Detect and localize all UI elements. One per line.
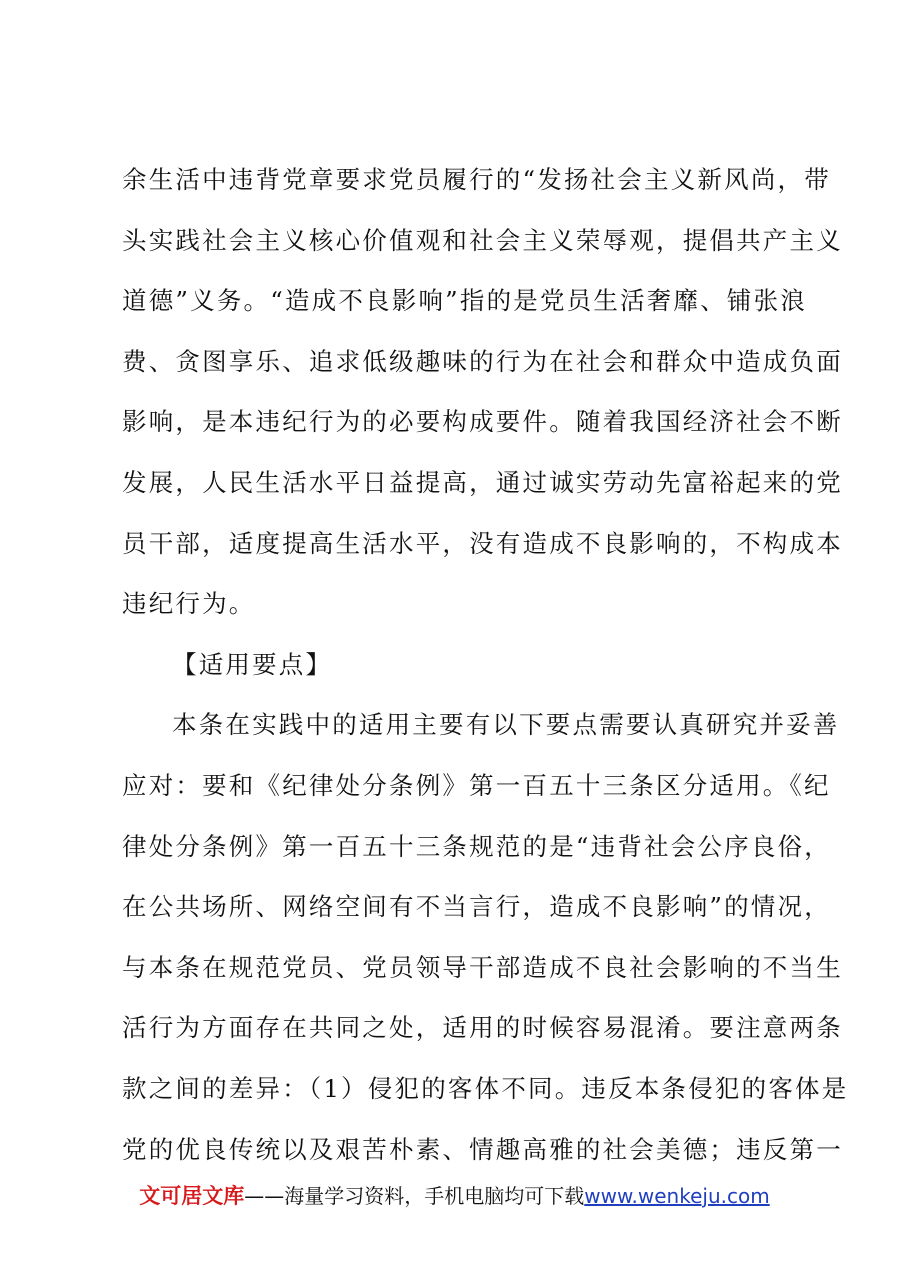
text-line: 违纪行为。 <box>122 589 256 619</box>
footer-banner <box>0 1180 909 1210</box>
text-line: 道德”义务。“造成不良影响”指的是党员生活奢靡、铺张浪 <box>122 286 807 316</box>
section-heading: 【适用要点】 <box>172 649 333 679</box>
footer-tagline: ——海量学习资料，手机电脑均可下载 <box>244 1184 585 1208</box>
text-line: 活行为方面存在共同之处，适用的时候容易混淆。要注意两条 <box>122 1013 843 1043</box>
text-line: 员干部，适度提高生活水平，没有造成不良影响的，不构成本 <box>122 528 843 558</box>
text-line: 律处分条例》第一百五十三条规范的是“违背社会公序良俗， <box>122 831 831 861</box>
text-line: 头实践社会主义核心价值观和社会主义荣辱观，提倡共产主义 <box>122 225 843 255</box>
text-line: 费、贪图享乐、追求低级趣味的行为在社会和群众中造成负面 <box>122 346 843 376</box>
text-line: 余生活中违背党章要求党员履行的“发扬社会主义新风尚，带 <box>122 165 831 194</box>
text-line: 党的优良传统以及艰苦朴素、情趣高雅的社会美德；违反第一 <box>122 1134 843 1164</box>
text-line: 款之间的差异：（1）侵犯的客体不同。违反本条侵犯的客体是 <box>122 1073 849 1103</box>
text-line: 本条在实践中的适用主要有以下要点需要认真研究并妥善 <box>172 710 840 740</box>
website-link[interactable]: www.wenkeju.com <box>584 1184 770 1208</box>
text-line: 与本条在规范党员、党员领导干部造成不良社会影响的不当生 <box>122 952 843 982</box>
brand-name: 文可居文库 <box>139 1184 245 1208</box>
text-line: 在公共场所、网络空间有不当言行，造成不良影响”的情况， <box>122 892 831 922</box>
document-body <box>122 150 849 1180</box>
text-line: 影响，是本违纪行为的必要构成要件。随着我国经济社会不断 <box>122 407 843 437</box>
text-line: 应对：要和《纪律处分条例》第一百五十三条区分适用。《纪 <box>122 770 831 800</box>
text-line: 发展，人民生活水平日益提高，通过诚实劳动先富裕起来的党 <box>122 467 843 497</box>
